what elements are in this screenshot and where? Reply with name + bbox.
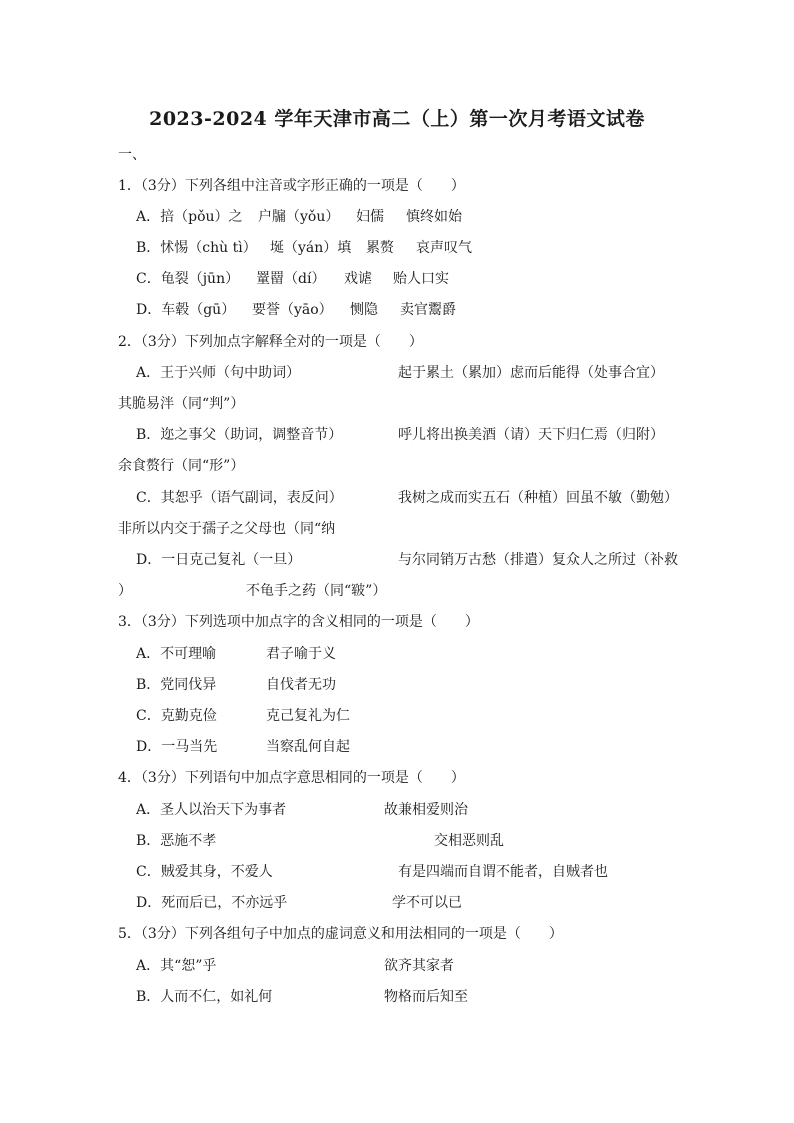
q3-option-c-part2: 克己复礼为仁	[266, 708, 350, 724]
q3-option-b-part1: B．党同伐异	[136, 677, 217, 693]
q1-option-d-part1: D．车毂（gū）	[136, 302, 236, 318]
q2-option-d-part1: D．一日克己复礼（一旦）	[136, 552, 302, 568]
q4-option-d-part2: 学不可以已	[392, 895, 462, 911]
question-3-stem: 3．（3分）下列选项中加点字的含义相同的一项是（ ）	[118, 614, 479, 630]
q1-option-a-part4: 慎终如始	[406, 209, 462, 225]
q4-option-c-part1: C．贼爱其身，不爱人	[136, 864, 273, 880]
q2-option-d-continuation-paren: ）	[118, 583, 132, 599]
q4-option-a-part1: A．圣人以治天下为事者	[136, 802, 287, 818]
q2-option-b-continuation: 余食赘行（同“形”）	[118, 458, 245, 474]
q1-option-d-part4: 卖官鬻爵	[400, 302, 456, 318]
q1-option-c-part4: 贻人口实	[393, 271, 449, 287]
q1-option-b-part1: B．怵惕（chù tì）	[136, 240, 257, 256]
q2-option-c-part1: C．其恕乎（语气副词，表反问）	[136, 490, 343, 506]
q5-option-a-part1: A．其“恕”乎	[136, 958, 217, 974]
q2-option-b-part1: B．迩之事父（助词，调整音节）	[136, 427, 343, 443]
q2-option-a-part1: A．王于兴师（句中助词）	[136, 365, 301, 381]
q3-option-d-part1: D．一马当先	[136, 739, 218, 755]
question-5-stem: 5．（3分）下列各组句子中加点的虚词意义和用法相同的一项是（ ）	[118, 926, 563, 942]
q1-option-b-part2: 埏（yán）填	[270, 240, 352, 256]
q3-option-a-part2: 君子喻于义	[266, 646, 336, 662]
q5-option-a-part2: 欲齐其家者	[384, 958, 454, 974]
q4-option-b-part2: 交相恶则乱	[434, 833, 504, 849]
q3-option-c-part1: C．克勤克俭	[136, 708, 217, 724]
q4-option-c-part2: 有是四端而自谓不能者，自贼者也	[398, 864, 608, 880]
exam-title: 2023-2024 学年天津市高二（上）第一次月考语文试卷	[149, 108, 645, 130]
q1-option-a-part3: 妇儒	[356, 209, 384, 225]
q2-option-a-part2: 起于累土（累加）虑而后能得（处事合宜）	[398, 365, 664, 381]
q1-option-a-part2: 户牖（yǒu）	[258, 209, 340, 225]
q1-option-c-part2: 罿罶（dí）	[256, 271, 326, 287]
q2-option-a-continuation: 其脆易泮（同“判”）	[118, 396, 245, 412]
q1-option-b-part3: 累赘	[366, 240, 394, 256]
q1-option-d-part2: 要誉（yāo）	[252, 302, 333, 318]
q1-option-c-part1: C．龟裂（jūn）	[136, 271, 240, 287]
q1-option-d-part3: 恻隐	[350, 302, 378, 318]
question-1-stem: 1．（3分）下列各组中注音或字形正确的一项是（ ）	[118, 178, 465, 194]
question-2-stem: 2．（3分）下列加点字解释全对的一项是（ ）	[118, 334, 423, 350]
q5-option-b-part2: 物格而后知至	[384, 989, 468, 1005]
q2-option-d-continuation: 不龟手之药（同“皲”）	[246, 583, 387, 599]
q3-option-a-part1: A．不可理喻	[136, 646, 217, 662]
q2-option-b-part2: 呼儿将出换美酒（请）天下归仁焉（归附）	[398, 427, 664, 443]
q3-option-b-part2: 自伐者无功	[266, 677, 336, 693]
q1-option-c-part3: 戏谑	[344, 271, 372, 287]
q4-option-a-part2: 故兼相爱则治	[384, 802, 468, 818]
q4-option-b-part1: B．恶施不孝	[136, 833, 217, 849]
q2-option-c-part2: 我树之成而实五石（种植）回虽不敏（勤勉）	[398, 490, 678, 506]
q5-option-b-part1: B．人而不仁，如礼何	[136, 989, 273, 1005]
q2-option-d-part2: 与尔同销万古愁（排遣）复众人之所过（补救	[398, 552, 678, 568]
q4-option-d-part1: D．死而后已，不亦远乎	[136, 895, 288, 911]
q3-option-d-part2: 当察乱何自起	[266, 739, 350, 755]
q2-option-c-continuation: 非所以内交于孺子之父母也（同“纳	[118, 521, 336, 537]
q1-option-a-part1: A．掊（pǒu）之	[136, 209, 243, 225]
section-label: 一、	[118, 147, 146, 163]
q1-option-b-part4: 哀声叹气	[416, 240, 472, 256]
question-4-stem: 4．（3分）下列语句中加点字意思相同的一项是（ ）	[118, 770, 465, 786]
